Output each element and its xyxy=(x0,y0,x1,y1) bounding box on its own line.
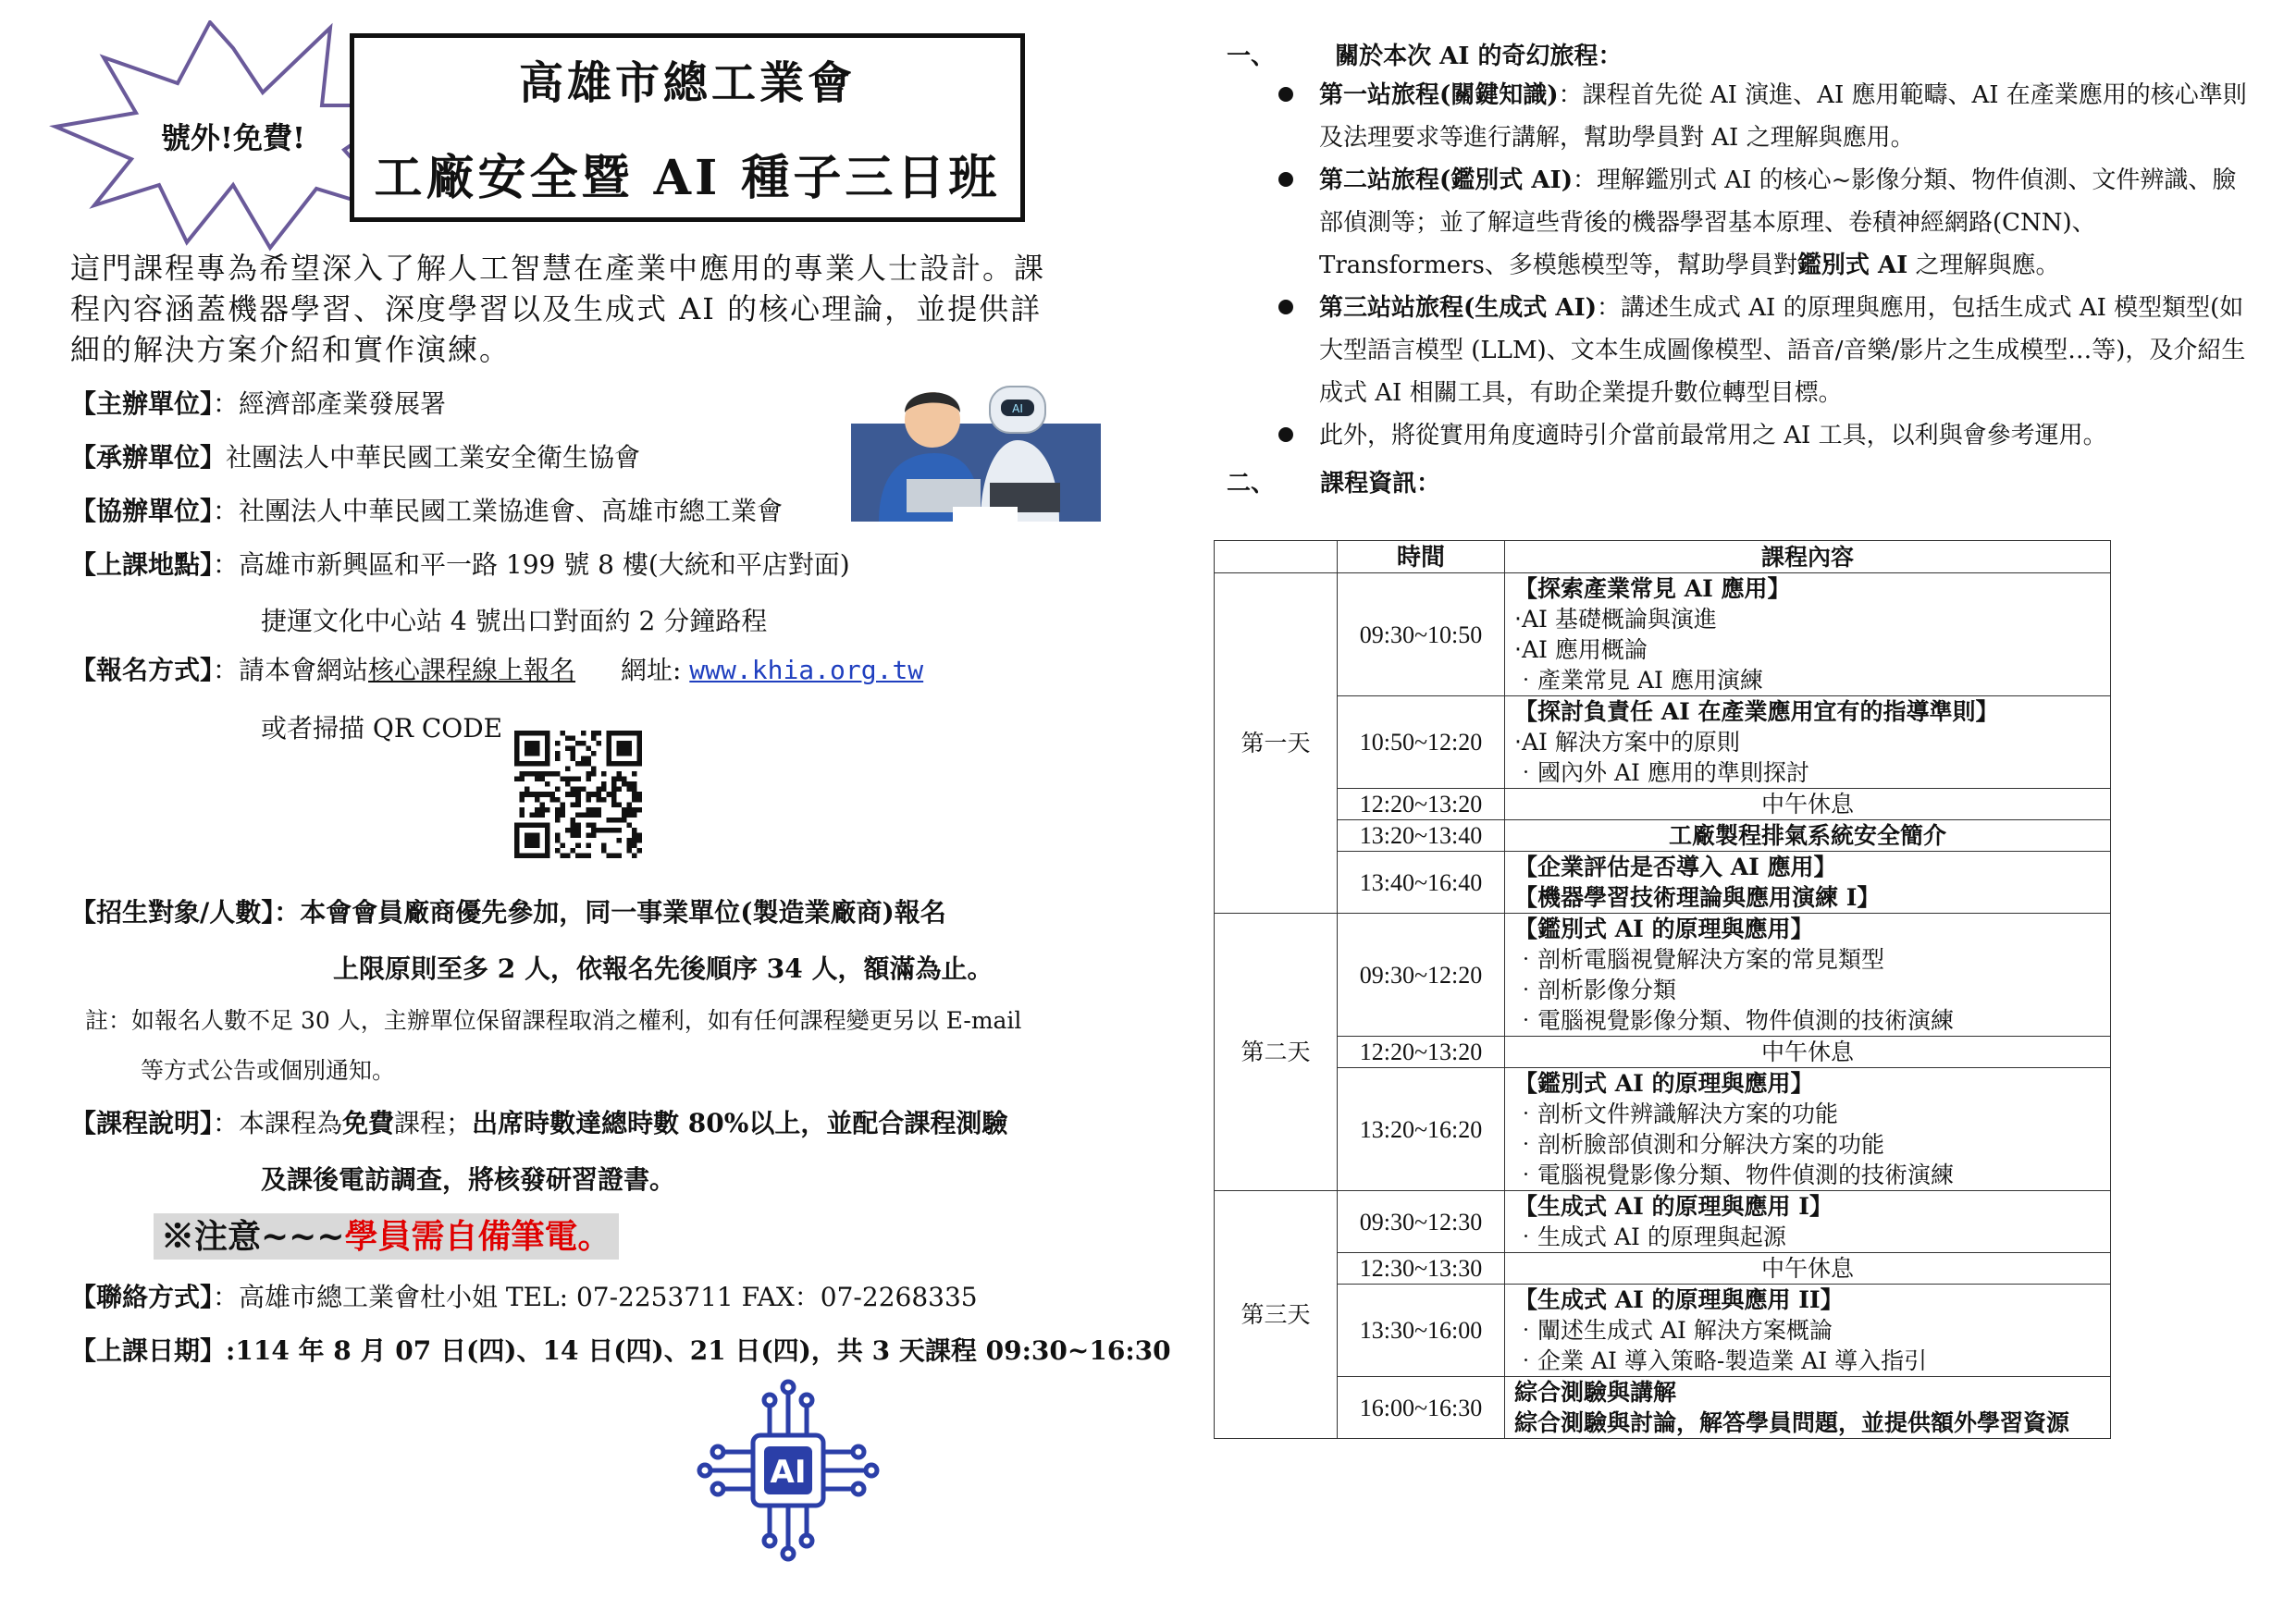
bullet-dot-icon xyxy=(1278,300,1293,314)
header-content: 課程內容 xyxy=(1505,541,2111,573)
table-row xyxy=(1215,1068,2111,1191)
target-line xyxy=(70,895,946,930)
content-title: 【鑑別式 AI 的原理與應用】 xyxy=(1514,1070,1814,1097)
content-title: 【機器學習技術理論與應用演練 I】 xyxy=(1514,884,1881,911)
bullet-dot-icon xyxy=(1278,172,1293,187)
content-line: ‧剖析影像分類 xyxy=(1514,977,1677,1003)
signup-link[interactable]: 核心課程線上報名 xyxy=(368,655,576,685)
title-sub: 工廠安全暨 AI 種子三日班 xyxy=(374,150,1001,206)
robot-person-illustration xyxy=(851,368,1101,522)
organizer-value: ：經濟部產業發展署 xyxy=(213,388,447,419)
header-time: 時間 xyxy=(1338,541,1505,573)
journey-item-3-head: 第三站站旅程(生成式 AI) xyxy=(1319,294,1597,322)
journey-item-2-body: ：理解鑑別式 AI 的核心~影像分類、物件偵測、文件辨識、臉部偵測等；並了解這些背後的機器學習基本原理、卷積神經網路(CNN)、Transformers、多模態模型等，幫助學員對 xyxy=(1319,166,2237,279)
co-organizer-label: 【協辦單位】 xyxy=(70,496,214,526)
content-line: ‧AI 應用概論 xyxy=(1514,636,1648,663)
table-row xyxy=(1215,1253,2111,1285)
course-label: 【課程說明】 xyxy=(70,1108,214,1138)
journey-item-2-bold: 鑑別式 AI xyxy=(1796,252,1908,279)
table-row xyxy=(1215,1285,2111,1377)
table-row xyxy=(1215,914,2111,1037)
time-cell: 13:20~16:20 xyxy=(1338,1068,1505,1191)
signup-url-label: 網址: xyxy=(620,655,682,685)
intro-paragraph: 這門課程專為希望深入了解人工智慧在產業中應用的專業人士設計。課程內容涵蓋機器學習、深度學習以及生成式 AI 的核心理論，並提供詳細的解決方案介紹和實作演練。 xyxy=(70,251,1046,367)
date-value: :114 年 8 月 07 日(四)、14 日(四)、21 日(四)，共 3 天課程 09:30~16:30 xyxy=(226,1335,1171,1366)
time-cell: 12:30~13:30 xyxy=(1338,1253,1505,1285)
organizer-line xyxy=(70,387,446,422)
venue-line-2: 捷運文化中心站 4 號出口對面約 2 分鐘路程 xyxy=(261,606,768,636)
content-line: ‧產業常見 AI 應用演練 xyxy=(1514,667,1763,694)
contractor-label: 【承辦單位】 xyxy=(70,442,227,473)
day-2-cell: 第二天 xyxy=(1215,914,1338,1191)
content-cell xyxy=(1505,1377,2111,1439)
note-line-2: 等方式公告或個別通知。 xyxy=(141,1057,396,1084)
co-organizer-value: ：社團法人中華民國工業協進會、高雄市總工業會 xyxy=(213,496,784,526)
time-cell: 16:00~16:30 xyxy=(1338,1377,1505,1439)
content-line: ‧AI 解決方案中的原則 xyxy=(1514,729,1740,756)
content-cell: 中午休息 xyxy=(1505,789,2111,820)
journey-item-3-body: ：講述生成式 AI 的原理與應用，包括生成式 AI 模型類型(如大型語言模型 (LLM)、文本生成圖像模型、語音/音樂/影片之生成模型…等)，及介紹生成式 AI 相關工具，有助企業提升數位轉型目標。 xyxy=(1319,294,2246,407)
ai-logo-text: AI xyxy=(770,1454,807,1491)
starburst-text: 號外!免費! xyxy=(160,120,306,155)
table-row xyxy=(1215,696,2111,789)
content-line: ‧國內外 AI 應用的準則探討 xyxy=(1514,759,1809,786)
bullet-dot-icon xyxy=(1278,427,1293,442)
table-header-row xyxy=(1215,541,2111,573)
content-title: 【探討負責任 AI 在產業應用宜有的指導準則】 xyxy=(1514,698,1999,725)
target-label: 【招生對象/人數】 xyxy=(70,897,275,928)
header-day xyxy=(1215,541,1338,573)
contractor-value: 社團法人中華民國工業安全衛生協會 xyxy=(226,442,641,473)
content-title: 【探索產業常見 AI 應用】 xyxy=(1514,575,1791,602)
note-line-1: 註：如報名人數不足 30 人，主辦單位保留課程取消之權利，如有任何課程變更另以 E-mail xyxy=(85,1007,1022,1034)
content-cell: 中午休息 xyxy=(1505,1037,2111,1068)
notice-highlight: 學員需自備筆電。 xyxy=(344,1217,611,1256)
venue-value: ：高雄市新興區和平一路 199 號 8 樓(大統和平店對面) xyxy=(213,549,850,580)
content-line: ‧企業 AI 導入策略-製造業 AI 導入指引 xyxy=(1514,1347,1928,1374)
content-cell xyxy=(1505,696,2111,789)
table-row xyxy=(1215,1191,2111,1253)
time-cell: 09:30~10:50 xyxy=(1338,573,1505,696)
day-3-cell: 第三天 xyxy=(1215,1191,1338,1439)
journey-item-1 xyxy=(1278,74,2259,159)
date-label: 【上課日期】 xyxy=(70,1335,227,1366)
signup-prefix: ：請本會網站 xyxy=(213,655,369,685)
target-line-2: 上限原則至多 2 人，依報名先後順序 34 人，額滿為止。 xyxy=(333,953,994,984)
time-cell: 12:20~13:20 xyxy=(1338,789,1505,820)
content-cell: 工廠製程排氣系統安全簡介 xyxy=(1505,820,2111,852)
date-line xyxy=(70,1334,1171,1369)
time-cell: 13:30~16:00 xyxy=(1338,1285,1505,1377)
table-row xyxy=(1215,820,2111,852)
section-1-title: 關於本次 AI 的奇幻旅程： xyxy=(1335,43,1623,70)
content-line: ‧剖析文件辨識解決方案的功能 xyxy=(1514,1100,1839,1127)
content-line: ‧電腦視覺影像分類、物件偵測的技術演練 xyxy=(1514,1162,1955,1188)
signup-line xyxy=(70,653,923,688)
signup-url-link[interactable]: www.khia.org.tw xyxy=(689,655,924,685)
contact-label: 【聯絡方式】 xyxy=(70,1282,214,1312)
content-title: 綜合測驗與講解 xyxy=(1514,1379,1677,1406)
section-2-number: 二、 xyxy=(1227,470,1276,498)
schedule-table xyxy=(1214,540,2111,1439)
content-title: 【生成式 AI 的原理與應用 I】 xyxy=(1514,1193,1833,1220)
signup-label: 【報名方式】 xyxy=(70,655,214,685)
notice-prefix: ※注意~~~ xyxy=(161,1217,345,1256)
section-1-number: 一、 xyxy=(1227,43,1276,70)
course-line xyxy=(70,1106,1007,1141)
course-free: 免費 xyxy=(342,1108,395,1138)
journey-item-1-body: ：課程首先從 AI 演進、AI 應用範疇、AI 在產業應用的核心準則及法理要求等進行講解，幫助學員對 AI 之理解與應用。 xyxy=(1319,81,2247,152)
contact-line xyxy=(70,1280,978,1315)
course-line-2: 及課後電訪調查，將核發研習證書。 xyxy=(261,1164,676,1195)
time-cell: 12:20~13:20 xyxy=(1338,1037,1505,1068)
content-title: 【鑑別式 AI 的原理與應用】 xyxy=(1514,916,1814,942)
ai-chip-logo-icon xyxy=(696,1378,881,1563)
table-row xyxy=(1215,1037,2111,1068)
content-line: 綜合測驗與討論，解答學員問題，並提供額外學習資源 xyxy=(1514,1409,2070,1436)
section-2-heading xyxy=(1227,464,1440,498)
content-cell xyxy=(1505,852,2111,914)
content-line: ‧闡述生成式 AI 解決方案概論 xyxy=(1514,1317,1833,1344)
table-row xyxy=(1215,789,2111,820)
content-cell xyxy=(1505,914,2111,1037)
contractor-line xyxy=(70,440,640,475)
course-value-c: 出席時數達總時數 80%以上，並配合課程測驗 xyxy=(472,1108,1008,1138)
content-title: 【生成式 AI 的原理與應用 II】 xyxy=(1514,1286,1844,1313)
journey-item-4 xyxy=(1278,414,2259,457)
journey-item-1-head: 第一站旅程(關鍵知識) xyxy=(1319,81,1559,109)
title-box xyxy=(350,33,1025,222)
table-row xyxy=(1215,1377,2111,1439)
content-line: ‧剖析電腦視覺解決方案的常見類型 xyxy=(1514,946,1885,973)
course-value-b: 課程； xyxy=(394,1108,473,1138)
laptop-notice xyxy=(154,1213,619,1260)
section-1-heading xyxy=(1227,37,1623,71)
venue-label: 【上課地點】 xyxy=(70,549,214,580)
content-line: ‧生成式 AI 的原理與起源 xyxy=(1514,1223,1786,1250)
journey-item-3 xyxy=(1278,287,2259,414)
time-cell: 13:20~13:40 xyxy=(1338,820,1505,852)
time-cell: 09:30~12:20 xyxy=(1338,914,1505,1037)
time-cell: 09:30~12:30 xyxy=(1338,1191,1505,1253)
content-cell xyxy=(1505,1191,2111,1253)
table-row xyxy=(1215,852,2111,914)
title-main: 高雄市總工業會 xyxy=(518,57,856,109)
bullet-dot-icon xyxy=(1278,87,1293,102)
co-organizer-line xyxy=(70,494,783,529)
content-cell: 中午休息 xyxy=(1505,1253,2111,1285)
journey-item-2-head: 第二站旅程(鑑別式 AI) xyxy=(1319,166,1573,194)
section-2-title: 課程資訊： xyxy=(1320,470,1441,498)
journey-item-2 xyxy=(1278,159,2259,287)
contact-value: ：高雄市總工業會杜小姐 TEL: 07-2253711 FAX：07-2268335 xyxy=(213,1282,978,1312)
time-cell: 13:40~16:40 xyxy=(1338,852,1505,914)
organizer-label: 【主辦單位】 xyxy=(70,388,214,419)
journey-item-2-tail: 之理解與應。 xyxy=(1907,252,2060,279)
course-value-a: ：本課程為 xyxy=(213,1108,343,1138)
time-cell: 10:50~12:20 xyxy=(1338,696,1505,789)
target-value: ：本會會員廠商優先參加，同一事業單位(製造業廠商)報名 xyxy=(274,897,946,928)
content-cell xyxy=(1505,1285,2111,1377)
content-title: 【企業評估是否導入 AI 應用】 xyxy=(1514,854,1837,880)
journey-item-4-body: 此外，將從實用角度適時引介當前最常用之 AI 工具，以利與會參考運用。 xyxy=(1319,422,2107,449)
signup-qr-text: 或者掃描 QR CODE xyxy=(261,713,503,744)
day-1-cell: 第一天 xyxy=(1215,573,1338,914)
content-line: ‧電腦視覺影像分類、物件偵測的技術演練 xyxy=(1514,1007,1955,1034)
content-cell xyxy=(1505,573,2111,696)
table-row xyxy=(1215,573,2111,696)
venue-line xyxy=(70,547,850,583)
content-line: ‧AI 基礎概論與演進 xyxy=(1514,606,1717,633)
content-line: ‧剖析臉部偵測和分解決方案的功能 xyxy=(1514,1131,1885,1158)
svg-text:AI: AI xyxy=(1012,402,1023,415)
content-cell xyxy=(1505,1068,2111,1191)
qr-code-icon[interactable] xyxy=(514,731,642,858)
